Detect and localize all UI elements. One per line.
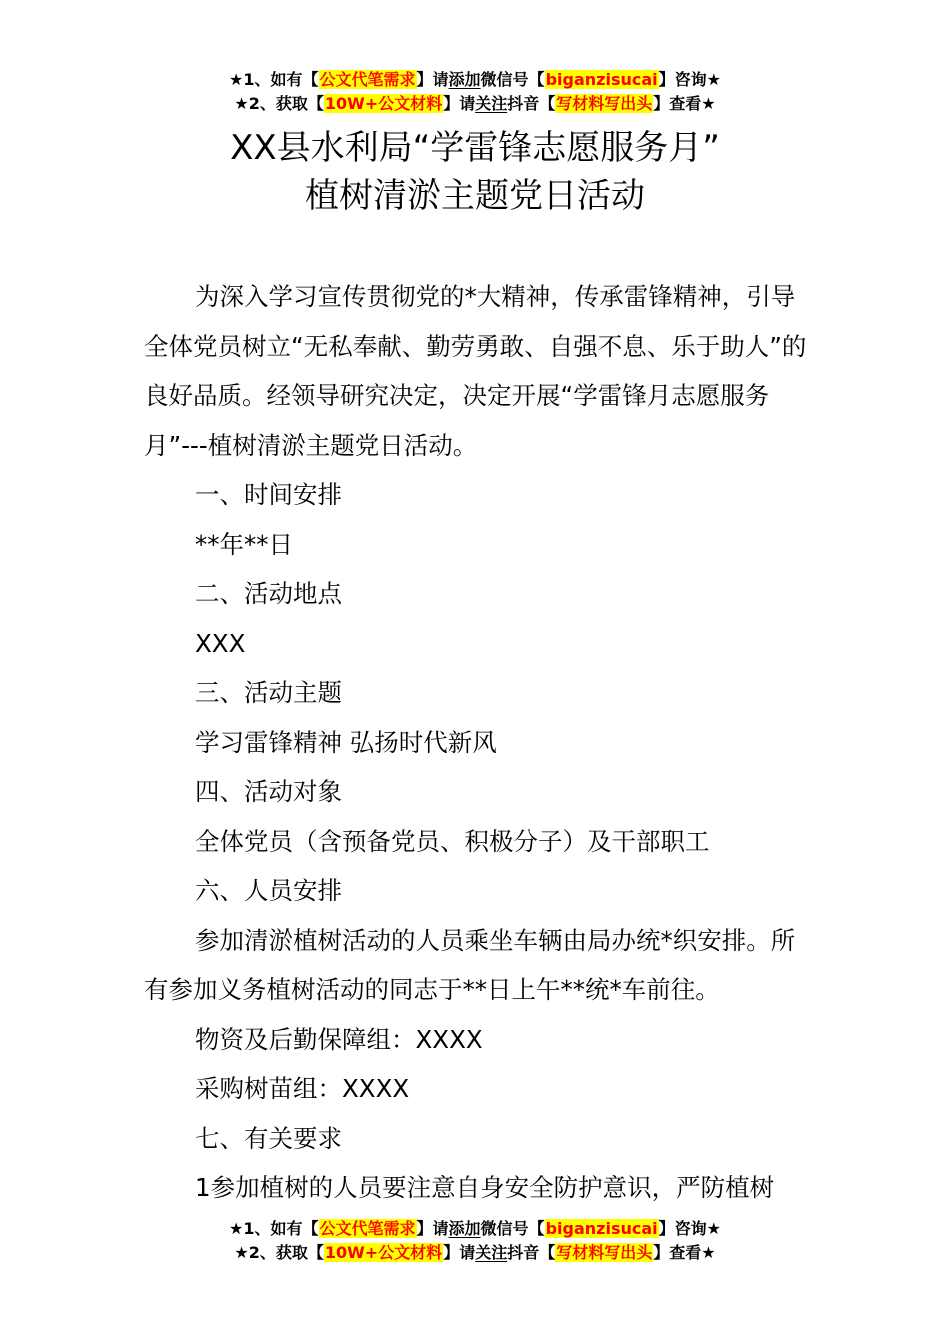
banner-text: 抖音【 [507,94,556,113]
section-text: XXX [195,628,246,658]
banner-highlight: 公文代笔需求 [319,1219,416,1238]
section-text: 全体党员（含预备党员、积极分子）及干部职工 [195,826,710,856]
section-text: 物资及后勤保障组：XXXX [195,1024,483,1054]
banner-highlight: 写材料写出头 [556,1243,653,1262]
banner-text: 】请 [416,70,449,89]
section-heading: 六、人员安排 [195,876,342,905]
title-line-2: 植树清淤主题党日活动 [305,176,645,216]
banner-highlight: biganzisucai [545,70,658,89]
section-paragraph: 参加清淤植树活动的人员乘坐车辆由局办统*织安排。所有参加义务植树活动的同志于**日上午**统*车前往。 [144,925,796,1004]
banner-highlight: biganzisucai [545,1219,658,1238]
banner-text: 】查看★ [653,1243,716,1262]
banner-highlight: 写材料写出头 [556,94,653,113]
banner-text: 】咨询★ [658,70,721,89]
banner-line-1 [0,1217,950,1241]
document-title [0,124,950,220]
banner-text: ★2、获取【 [234,1243,324,1262]
banner-text: 】请 [443,94,476,113]
section-heading: 四、活动对象 [195,777,342,806]
title-line-1: XX县水利局“学雷锋志愿服务月” [230,128,720,168]
banner-line-2 [0,92,950,116]
top-banner [0,68,950,116]
banner-text: 】咨询★ [658,1219,721,1238]
section-heading: 二、活动地点 [195,579,342,608]
banner-text: 】请 [416,1219,449,1238]
banner-text: 】查看★ [653,94,716,113]
banner-line-2 [0,1241,950,1265]
section-heading: 一、时间安排 [195,480,342,509]
banner-text: 抖音【 [507,1243,556,1262]
banner-highlight: 10W+公文材料 [324,94,443,113]
section-text: 1参加植树的人员要注意自身安全防护意识，严防植树 [195,1173,775,1202]
banner-highlight: 10W+公文材料 [324,1243,443,1262]
banner-text: 】请 [443,1243,476,1262]
section-heading: 三、活动主题 [195,678,342,707]
bottom-banner [0,1217,950,1265]
banner-underlined: 添加 [448,1219,481,1238]
document-body [144,272,808,1213]
section-text: 学习雷锋精神 弘扬时代新风 [195,727,497,757]
banner-underlined: 添加 [448,70,481,89]
section-heading: 七、有关要求 [195,1123,342,1153]
section-text: **年**日 [195,529,293,559]
banner-highlight: 公文代笔需求 [319,70,416,89]
banner-text: ★1、如有【 [229,70,319,89]
intro-paragraph: 为深入学习宣传贯彻党的*大精神，传承雷锋精神，引导全体党员树立“无私奉献、勤劳勇敢、自强不息、乐于助人”的良好品质。经领导研究决定，决定开展“学雷锋月志愿服务月”---植树清淤主题党日活动。 [144,282,807,460]
banner-text: 微信号【 [480,1219,545,1238]
banner-line-1 [0,68,950,92]
banner-underlined: 关注 [475,1243,508,1262]
banner-text: ★1、如有【 [229,1219,319,1238]
banner-underlined: 关注 [475,94,508,113]
section-text: 采购树苗组：XXXX [195,1074,410,1103]
banner-text: 微信号【 [480,70,545,89]
banner-text: ★2、获取【 [234,94,324,113]
